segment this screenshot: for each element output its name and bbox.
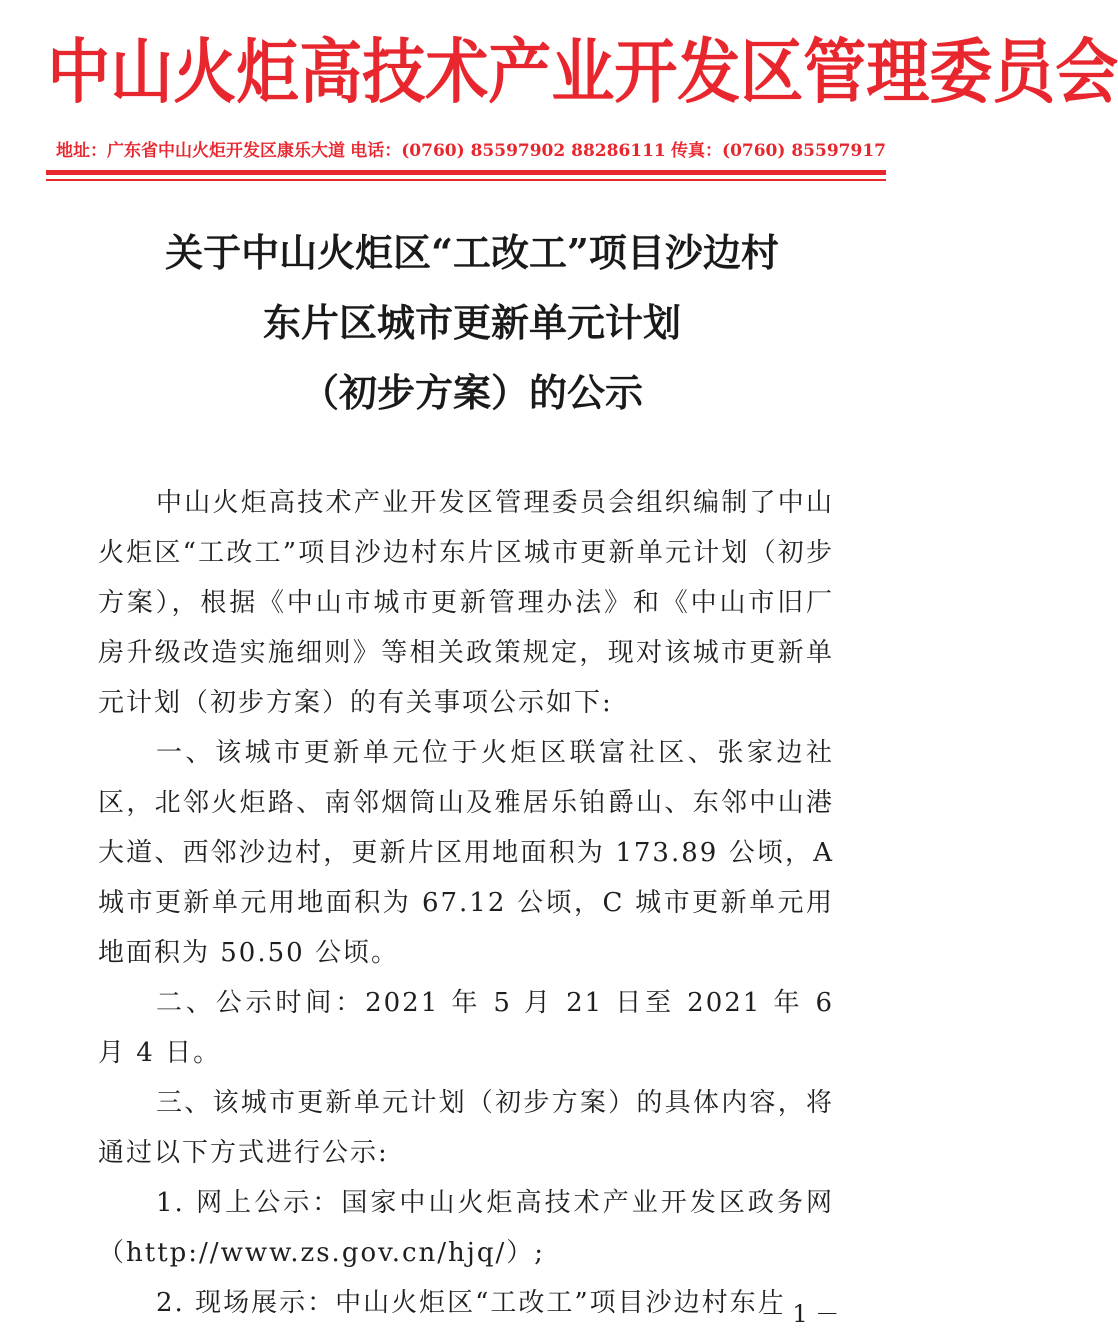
letterhead-phone: 电话：(0760) 85597902 88286111 xyxy=(350,141,666,161)
document-title-line-1: 关于中山火炬区“工改工”项目沙边村 xyxy=(165,230,779,275)
letterhead-address: 地址：广东省中山火炬开发区康乐大道 xyxy=(56,141,345,161)
letterhead-rule-thick xyxy=(46,170,886,175)
body-paragraph-location: 一、该城市更新单元位于火炬区联富社区、张家边社区，北邻火炬路、南邻烟筒山及雅居乐铂爵山、东邻中山港大道、西邻沙边村，更新片区用地面积为 173.89 公顷，A 城市更新单元用地面积为 67.12 公顷，C 城市更新单元用地面积为 50.50 公顷。 xyxy=(98,738,834,968)
body-paragraph-online: 1. 网上公示：国家中山火炬高技术产业开发区政务网（http://www.zs.gov.cn/hjq/）; xyxy=(98,1188,834,1268)
letterhead-fax: 传真：(0760) 85597917 xyxy=(671,141,886,161)
body-paragraph-methods: 三、该城市更新单元计划（初步方案）的具体内容，将通过以下方式进行公示: xyxy=(98,1088,834,1168)
letterhead-organization: 中山火炬高技术产业开发区管理委员会 xyxy=(47,30,1118,113)
body-paragraph-intro: 中山火炬高技术产业开发区管理委员会组织编制了中山火炬区“工改工”项目沙边村东片区城市更新单元计划（初步方案），根据《中山市城市更新管理办法》和《中山市旧厂房升级改造实施细则》等相关政策规定，现对该城市更新单元计划（初步方案）的有关事项公示如下: xyxy=(98,488,834,718)
document-title-line-2: 东片区城市更新单元计划 xyxy=(262,300,681,345)
document-title-line-3: （初步方案）的公示 xyxy=(300,370,643,415)
document-title xyxy=(0,218,944,428)
letterhead-contact-line xyxy=(56,136,886,161)
body-paragraph-onsite: 2. 现场展示：中山火炬区“工改工”项目沙边村东片 xyxy=(156,1288,786,1318)
page-number: － 1 － xyxy=(760,1300,840,1328)
body-paragraph-period: 二、公示时间：2021 年 5 月 21 日至 2021 年 6 月 4 日。 xyxy=(98,988,834,1068)
document-body xyxy=(98,478,834,1328)
letterhead-rule-thin xyxy=(46,179,886,181)
